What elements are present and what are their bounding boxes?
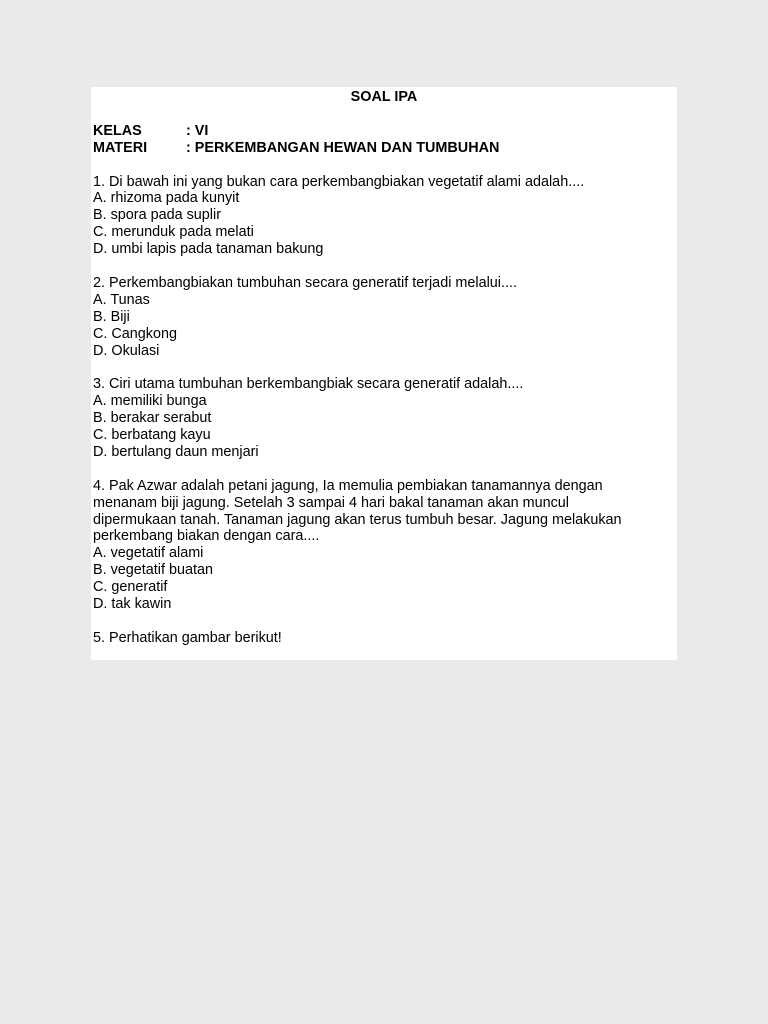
option-b: B. spora pada suplir xyxy=(93,207,221,224)
question-text: 3. Ciri utama tumbuhan berkembangbiak secara generatif adalah.... xyxy=(93,376,524,393)
option-c: C. merunduk pada melati xyxy=(93,224,254,241)
question-1 xyxy=(93,174,677,259)
option-a: A. vegetatif alami xyxy=(93,545,204,562)
option-c: C. berbatang kayu xyxy=(93,427,211,444)
option-d: D. Okulasi xyxy=(93,342,160,359)
spacer xyxy=(93,106,677,123)
kelas-label: KELAS xyxy=(93,122,142,139)
spacer xyxy=(93,461,677,478)
option-a: A. rhizoma pada kunyit xyxy=(93,190,240,207)
option-b: B. Biji xyxy=(93,308,130,325)
option-a: A. Tunas xyxy=(93,291,150,308)
question-text-line-4: perkembang biakan dengan cara.... xyxy=(93,528,320,545)
spacer xyxy=(93,157,677,174)
spacer xyxy=(93,258,677,275)
question-text-line-3: dipermukaan tanah. Tanaman jagung akan terus tumbuh besar. Jagung melakukan xyxy=(93,511,622,528)
question-text-line-2: menanam biji jagung. Setelah 3 sampai 4 hari bakal tanaman akan muncul xyxy=(93,494,569,511)
question-4 xyxy=(93,478,677,613)
kelas-value: : VI xyxy=(186,122,209,139)
question-text-line-1: 4. Pak Azwar adalah petani jagung, Ia memulia pembiakan tanamannya dengan xyxy=(93,477,603,494)
option-d: D. bertulang daun menjari xyxy=(93,443,259,460)
option-d: D. umbi lapis pada tanaman bakung xyxy=(93,241,324,258)
question-5 xyxy=(93,630,677,647)
spacer xyxy=(93,359,677,376)
materi-value: : PERKEMBANGAN HEWAN DAN TUMBUHAN xyxy=(186,139,500,156)
option-a: A. memiliki bunga xyxy=(93,393,207,410)
kelas-row xyxy=(93,123,677,140)
question-text: 1. Di bawah ini yang bukan cara perkembangbiakan vegetatif alami adalah.... xyxy=(93,173,585,190)
option-b: B. berakar serabut xyxy=(93,410,212,427)
spacer xyxy=(93,613,677,630)
document-page xyxy=(91,87,677,660)
question-3 xyxy=(93,376,677,461)
option-c: C. Cangkong xyxy=(93,325,177,342)
question-text: 2. Perkembangbiakan tumbuhan secara generatif terjadi melalui.... xyxy=(93,274,517,291)
question-2 xyxy=(93,275,677,360)
question-text: 5. Perhatikan gambar berikut! xyxy=(93,629,282,646)
option-d: D. tak kawin xyxy=(93,596,172,613)
page-title: SOAL IPA xyxy=(350,89,418,105)
materi-row xyxy=(93,140,677,157)
option-b: B. vegetatif buatan xyxy=(93,562,214,579)
materi-label: MATERI xyxy=(93,139,148,156)
option-c: C. generatif xyxy=(93,579,168,596)
